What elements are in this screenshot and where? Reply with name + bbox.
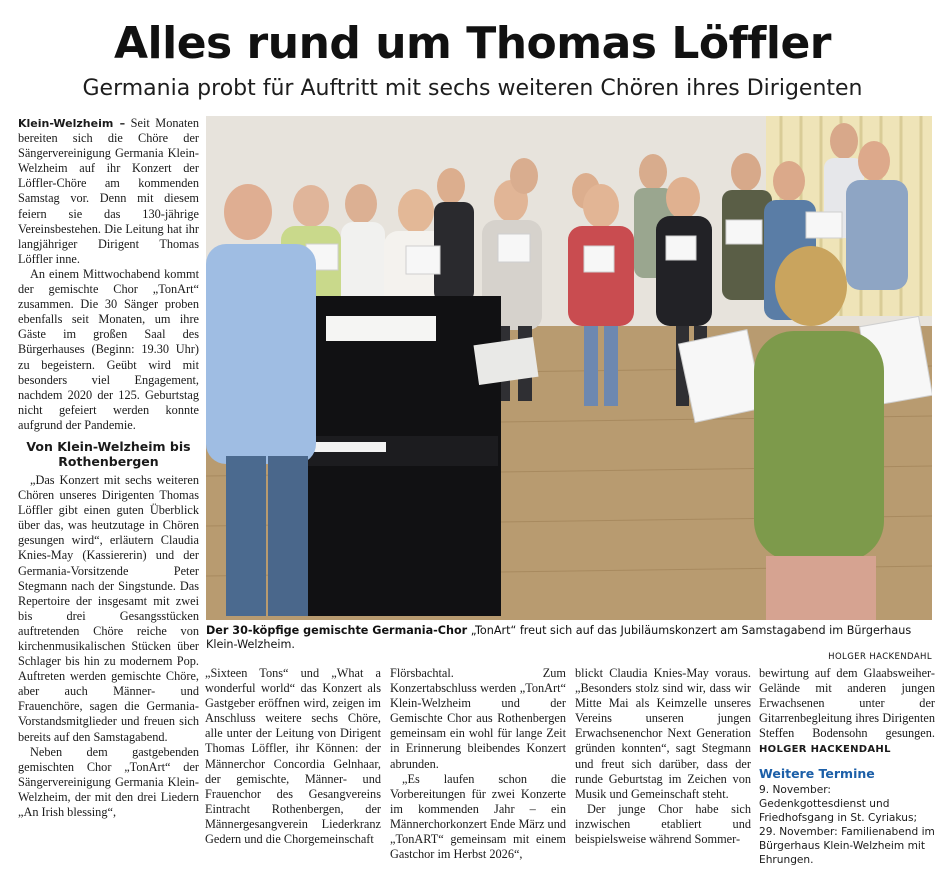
article-column-4	[575, 666, 751, 872]
sidebox-text: 9. November: Gedenkgottesdienst und Friedhofsgang in St. Cyriakus; 29. November: Familienabend im Bürgerhaus Klein-Welzheim mit Ehrungen.	[759, 783, 935, 866]
photo-credit: HOLGER HACKENDAHL	[828, 652, 932, 662]
article-column-3	[390, 666, 566, 872]
subheadline: Germania probt für Auftritt mit sechs weiteren Chören ihres Dirigenten	[82, 76, 863, 101]
paragraph: „Das Konzert mit sechs weiteren Chören unseres Dirigenten Thomas Löffler gibt einen guten Überblick über das, was heutzutage in Chören gesungen wird“, erläutern Claudia Knies-May (Kassiererin) und der Germania-Vorsitzende Peter Stegmann nach der Singstunde. Das Repertoire der insgesamt mit zwei bis drei Gesangsstücken auftretenden Chöre reiche von kirchenmusikalischen Stücken über Schlager bis hin zu modernem Pop. Auftreten werden gemischte Chöre, aber auch Männer- und Frauenchöre, sagen die Germania-Vorstandsmitglieder und freuen sich bereits auf den Samstagabend.	[18, 472, 199, 744]
paragraph: Flörsbachtal. Zum Konzertabschluss werden „TonArt“ Klein-Welzheim und der Gemischte Chor aus Rothenbergen gemeinsam ein wohl für lange Zeit in Erinnerung bleibendes Konzert abrunden.	[390, 666, 566, 771]
paragraph: An einem Mittwochabend kommt der gemischte Chor „TonArt“ zusammen. Die 30 Sänger proben ebenfalls seit Monaten, um ihre Gäste im großen Saal des Bürgerhauses (Beginn: 19.30 Uhr) zu begeistern. Geübt wird mit besonders viel Engagement, nachdem 2020 der 125. Geburtstag nicht gefeiert werden konnte aufgrund der Pandemie.	[18, 266, 199, 432]
article-column-5	[759, 666, 935, 872]
paragraph-text: bewirtung auf dem Glaabsweiher-Gelände mit anderen jungen Erwachsenen unter der Gitarrenbegleitung ihres Dirigenten Steffen Bodensohn gesungen.	[759, 666, 935, 741]
paragraph: „Sixteen Tons“ und „What a wonderful world“ das Konzert als Gastgeber eröffnen wird, zeigen im Anschluss weitere sechs Chöre, alle unter der Leitung von Dirigent Thomas Löffler, ihr Können: der Männerchor Concordia Gelnhaar, der gemischte, Männer- und Frauenchor des Gesangvereins Eintracht Rothenbergen, der Männergesangverein Liederkranz Gedern und die Chorgemeinschaft	[205, 666, 381, 847]
headline: Alles rund um Thomas Löffler	[113, 18, 831, 69]
choir-rehearsal-photo	[206, 116, 932, 620]
paragraph: Der junge Chor habe sich inzwischen etabliert und beispielsweise während Sommer-	[575, 801, 751, 847]
paragraph	[759, 666, 935, 758]
paragraph: Neben dem gastgebenden gemischten Chor „TonArt“ der Sängervereinigung Germania Klein-Welzheim, der mit den drei Liedern „An Irish blessing“,	[18, 744, 199, 820]
caption-text: „TonArt“ freut sich auf das Jubiläumskonzert am Samstagabend im Bürgerhaus Klein-Welzheim.	[206, 624, 912, 651]
paragraph: „Es laufen schon die Vorbereitungen für zwei Konzerte im kommenden Jahr – ein Männerchorkonzert Ende März und „TonART“ gemeinsam mit einem Gastchor im Herbst 2026“,	[390, 771, 566, 862]
photo-caption	[206, 624, 932, 664]
dateline: Klein-Welzheim –	[18, 117, 126, 130]
paragraph: blickt Claudia Knies-May voraus. „Besonders stolz sind wir, dass wir Mitte Mai als Keimzelle unseres Vereins unseren jungen Erwachsenenchor Next Generation gründen konnten“, sagt Stegmann und freut sich darüber, dass der runde Geburtstag im Zeichen von Musik und Gemeinschaft steht.	[575, 666, 751, 801]
sidebox-title: Weitere Termine	[759, 765, 875, 781]
subheadline-inline: Von Klein-Welzheim bis Rothenbergen	[26, 438, 191, 469]
paragraph	[18, 116, 199, 267]
article-column-2	[205, 666, 381, 872]
caption-lead: Der 30-köpfige gemischte Germania-Chor	[206, 624, 468, 637]
author-byline: HOLGER HACKENDAHL	[759, 744, 891, 756]
paragraph-text: Seit Monaten bereiten sich die Chöre der Sängervereinigung Germania Klein-Welzheim auf ihr Konzert der Löffler-Chöre am kommenden Samstag vor. Denn mit diesem feiern sie das 130-jährige Vereinsbestehen. Die Leitung hat ihr langjähriger Dirigent Thomas Löffler inne.	[18, 116, 199, 266]
article-column-1	[18, 116, 199, 872]
